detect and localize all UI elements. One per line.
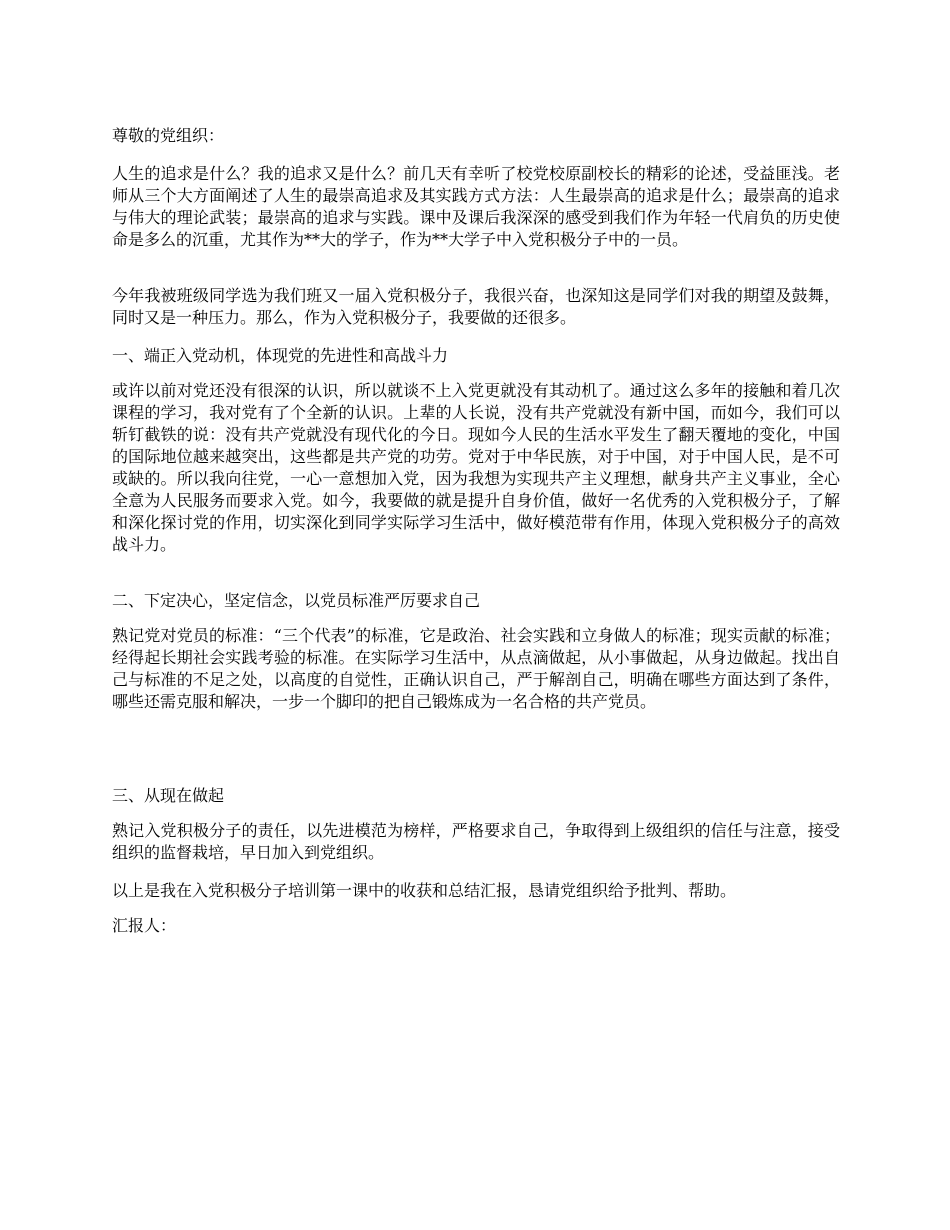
document-page xyxy=(112,0,840,1230)
paragraph-4: 熟记党对党员的标准：“三个代表”的标准，它是政治、社会实践和立身做人的标准；现实贡献的标准；经得起长期社会实践考验的标准。在实际学习生活中，从点滴做起，从小事做起，从身边做起。找出自己与标准的不足之处，以高度的自觉性，正确认识自己，严于解剖自己，明确在哪些方面达到了条件，哪些还需克服和解决，一步一个脚印的把自己锻炼成为一名合格的共产党员。 xyxy=(112,626,840,711)
salutation: 尊敬的党组织： xyxy=(112,126,225,145)
section-heading-1: 一、端正入党动机，体现党的先进性和高战斗力 xyxy=(112,346,449,365)
section-heading-2: 二、下定决心，坚定信念，以党员标准严厉要求自己 xyxy=(112,591,481,610)
paragraph-6: 以上是我在入党积极分子培训第一课中的收获和总结汇报，恳请党组织给予批判、帮助。 xyxy=(112,881,737,900)
paragraph-5: 熟记入党积极分子的责任，以先进模范为榜样，严格要求自己，争取得到上级组织的信任与注意，接受组织的监督栽培，早日加入到党组织。 xyxy=(112,821,840,862)
paragraph-3: 或许以前对党还没有很深的认识，所以就谈不上入党更就没有其动机了。通过这么多年的接触和着几次课程的学习，我对党有了个全新的认识。上辈的人长说，没有共产党就没有新中国，而如今，我们可以斩钉截铁的说：没有共产党就没有现代化的今日。现如今人民的生活水平发生了翻天覆地的变化，中国的国际地位越来越突出，这些都是共产党的功劳。党对于中华民族，对于中国，对于中国人民，是不可或缺的。所以我向往党，一心一意想加入党，因为我想为实现共产主义理想，献身共产主义事业，全心全意为人民服务而要求入党。如今，我要做的就是提升自身价值，做好一名优秀的入党积极分子，了解和深化探讨党的作用，切实深化到同学实际学习生活中，做好模范带有作用，体现入党积极分子的高效战斗力。 xyxy=(112,381,840,554)
paragraph-1: 人生的追求是什么？我的追求又是什么？前几天有幸听了校党校原副校长的精彩的论述，受益匪浅。老师从三个大方面阐述了人生的最崇高追求及其实践方式方法：人生最崇高的追求是什么；最崇高的追求与伟大的理论武装；最崇高的追求与实践。课中及课后我深深的感受到我们作为年轻一代肩负的历史使命是多么的沉重，尤其作为**大的学子，作为**大学子中入党积极分子中的一员。 xyxy=(112,164,840,249)
section-heading-3: 三、从现在做起 xyxy=(112,786,225,805)
paragraph-2: 今年我被班级同学选为我们班又一届入党积极分子，我很兴奋，也深知这是同学们对我的期望及鼓舞，同时又是一种压力。那么，作为入党积极分子，我要做的还很多。 xyxy=(112,286,840,327)
signature-label: 汇报人： xyxy=(112,916,177,935)
